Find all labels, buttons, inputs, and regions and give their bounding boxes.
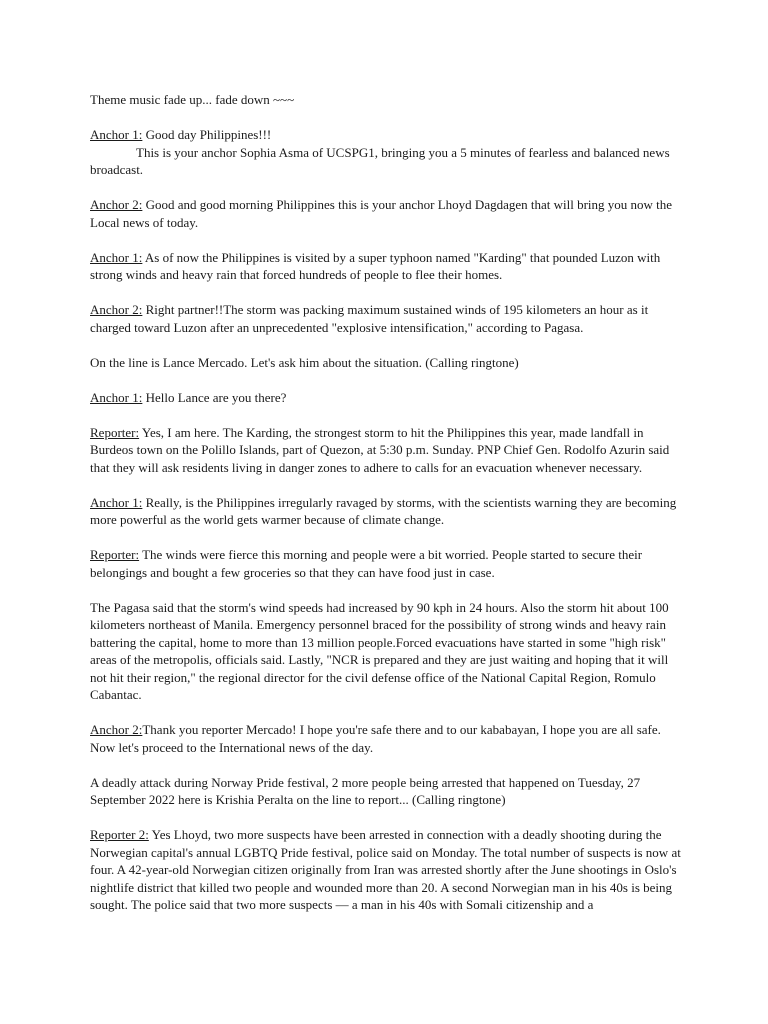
anchor2-greeting bbox=[90, 196, 688, 231]
anchor-name: Sophia Asma bbox=[239, 144, 309, 160]
anchor1-greeting bbox=[90, 126, 688, 179]
speaker-label: Anchor 1: bbox=[90, 389, 143, 405]
reporter-landfall bbox=[90, 424, 688, 477]
speaker-label: Anchor 1: bbox=[90, 494, 143, 510]
anchor1-typhoon bbox=[90, 249, 688, 284]
reporter2-norway bbox=[90, 826, 688, 914]
anchor1-climate bbox=[90, 494, 688, 529]
anchor-name: Lhoyd Dagdagen bbox=[437, 197, 528, 212]
norway-intro: A deadly attack during Norway Pride festival, 2 more people being arrested that happened on Tuesday, 27 September 2022 here is Krishia Peralta on the line to report... (Calling ringtone) bbox=[90, 774, 641, 807]
on-the-line: On the line is Lance Mercado. Let's ask him about the situation. (Calling ringtone) bbox=[90, 354, 519, 370]
dialogue-text: This is your anchor bbox=[136, 144, 240, 160]
dialogue-text: Right partner!!The storm was packing maximum sustained winds of 195 kilometers an hour as it charged toward Luzon after an unprecedented "explosive intensification," according to Pagasa. bbox=[90, 302, 649, 335]
pagasa-report: The Pagasa said that the storm's wind speeds had increased by 90 kph in 24 hours. Also the storm hit about 100 kilometers northeast of Manila. Emergency personnel braced for the possibility of strong winds and heavy rain battering the capital, home to more than 13 million people.Forced evacuations have started in some "high risk" areas of the metropolis, officials said. Lastly, "NCR is prepared and they are just waiting and hoping that it will not hit their region," the regional director for the civil defense office of the National Capital Region, Romulo Cabantac. bbox=[90, 599, 669, 702]
dialogue-text: Good day Philippines!!! bbox=[142, 127, 272, 142]
intro-line: Theme music fade up... fade down ~~~ bbox=[90, 92, 295, 107]
anchor2-thanks bbox=[90, 721, 688, 756]
dialogue-text: Really, is the Philippines irregularly ravaged by storms, with the scientists warning they are becoming more powerful as the world gets warmer because of climate change. bbox=[90, 494, 677, 527]
dialogue-text: of UCSPG1, bringing you a 5 minutes of fearless and balanced news broadcast. bbox=[90, 144, 670, 177]
dialogue-text: Yes, I am here. The Karding, the strongest storm to hit the Philippines this year, made landfall in Burdeos town on the Polillo Islands, part of Quezon, at 5:30 p.m. Sunday. PNP Chief Gen. Rodolfo Azurin said that they will ask residents living in danger zones to adhere to calls for an evacuation whenever necessary. bbox=[90, 424, 670, 475]
speaker-label: Anchor 2: bbox=[90, 302, 143, 317]
speaker-label: Reporter 2: bbox=[90, 827, 149, 842]
script-document bbox=[90, 91, 688, 931]
speaker-label: Anchor 2: bbox=[90, 722, 143, 737]
speaker-label: Reporter: bbox=[90, 424, 140, 440]
speaker-label: Anchor 1: bbox=[90, 127, 143, 142]
speaker-label: Reporter: bbox=[90, 547, 140, 562]
dialogue-text: Thank you reporter Mercado! I hope you're safe there and to our kababayan, I hope you are all safe. Now let's proceed to the International news of the day. bbox=[90, 722, 661, 755]
speaker-label: Anchor 1: bbox=[90, 249, 143, 265]
reporter-winds bbox=[90, 546, 688, 581]
dialogue-text: As of now the Philippines is visited by a super typhoon named "Karding" that pounded Luzon with strong winds and heavy rain that forced hundreds of people to flee their homes. bbox=[90, 249, 661, 282]
anchor2-winds bbox=[90, 301, 688, 336]
speaker-label: Anchor 2: bbox=[90, 197, 143, 212]
dialogue-text: Good and good morning Philippines this is your anchor bbox=[142, 197, 438, 212]
dialogue-text: The winds were fierce this morning and people were a bit worried. People started to secure their belongings and bought a few groceries so that they can have food just in case. bbox=[90, 547, 643, 580]
dialogue-text: that will bring you now the Local news of today. bbox=[90, 197, 673, 230]
anchor1-hello bbox=[90, 389, 688, 407]
dialogue-text: Yes Lhoyd, two more suspects have been arrested in connection with a deadly shooting during the Norwegian capital's annual LGBTQ Pride festival, police said on Monday. The total number of suspects is now at four. A 42-year-old Norwegian citizen originally from Iran was arrested shortly after the June shootings in Oslo's nightlife district that killed two people and wounded more than 20. A second Norwegian man in his 40s is being sought. The police said that two more suspects — a man in his 40s with Somali citizenship and a bbox=[90, 827, 681, 912]
dialogue-text: Hello Lance are you there? bbox=[142, 389, 287, 405]
